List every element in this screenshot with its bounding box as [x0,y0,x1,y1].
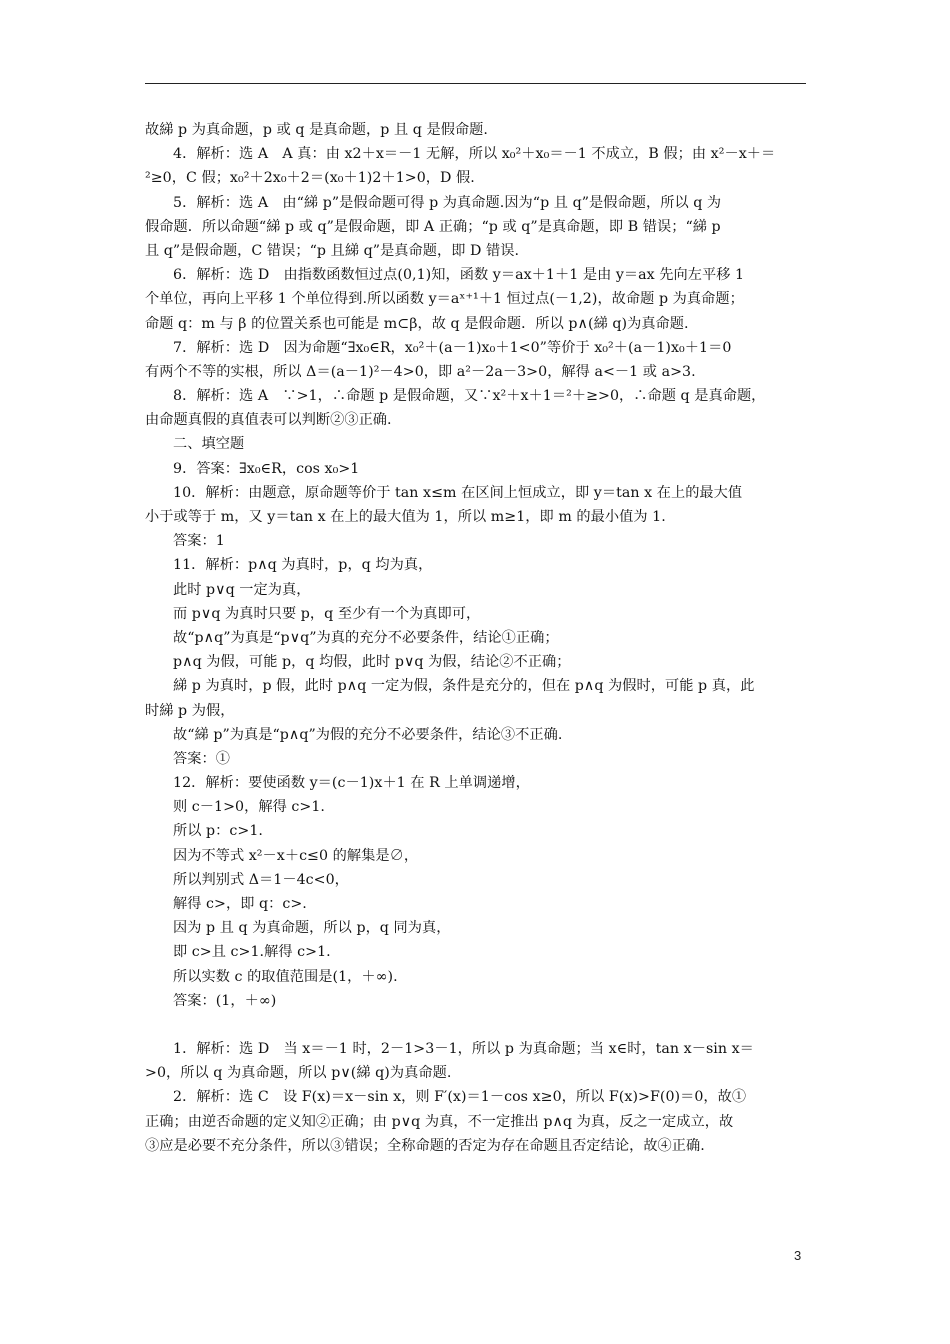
text-line: 6．解析：选 D 由指数函数恒过点(0,1)知，函数 y＝ax＋1＋1 是由 y＝ax 先向左平移 1 [173,267,745,284]
text-line: 故綈 p 为真命题，p 或 q 是真命题，p 且 q 是假命题. [145,122,488,138]
text-line: 故“綈 p”为真是“p∧q”为假的充分不必要条件，结论③不正确. [173,726,563,743]
text-line: 则 c－1>0，解得 c>1. [173,799,325,816]
text-line: ③应是必要不充分条件，所以③错误；全称命题的否定为存在命题且否定结论，故④正确. [145,1137,705,1154]
text-line: 4．解析：选 A A 真：由 x2＋x＝－1 无解，所以 x₀²＋x₀＝－1 不成立，B 假；由 x²－x＋＝ [173,146,776,163]
text-line: 7．解析：选 D 因为命题“∃x₀∈R，x₀²＋(a－1)x₀＋1<0”等价于 x₀²＋(a－1)x₀＋1＝0 [173,339,732,356]
header-rule [145,83,806,84]
text-line: 8．解析：选 A ∵>1，∴命题 p 是假命题，又∵x²＋x＋1＝²＋≥>0，∴命题 q 是真命题， [173,388,766,405]
text-line: 即 c>且 c>1.解得 c>1. [173,944,331,961]
text-line: 时綈 p 为假， [145,702,235,719]
text-line: 故“p∧q”为真是“p∨q”为真的充分不必要条件，结论①正确； [173,629,559,646]
text-line: 5．解析：选 A 由“綈 p”是假命题可得 p 为真命题.因为“p 且 q”是假命题，所以 q 为 [173,194,722,211]
text-line: ²≥0，C 假；x₀²＋2x₀＋2＝(x₀＋1)2＋1>0，D 假. [145,170,475,187]
text-line: 由命题真假的真值表可以判断②③正确. [145,412,392,429]
text-line: 个单位，再向上平移 1 个单位得到.所以函数 y＝aˣ⁺¹＋1 恒过点(－1,2)，故命题 p 为真命题； [145,291,744,308]
document-body [145,118,806,1158]
text-line: 解得 c>，即 q：c>. [173,896,307,912]
page-number: 3 [794,1248,802,1263]
text-line: 答案：① [173,750,230,767]
text-line: 假命题．所以命题“綈 p 或 q”是假命题，即 A 正确；“p 或 q”是真命题，即 B 错误；“綈 p [145,218,721,235]
text-line: >0，所以 q 为真命题，所以 p∨(綈 q)为真命题. [145,1065,452,1082]
text-line: 小于或等于 m，又 y＝tan x 在上的最大值为 1，所以 m≥1，即 m 的最小值为 1. [145,509,666,525]
text-line: 答案：(1，＋∞) [173,992,277,1009]
text-line: 11．解析：p∧q 为真时，p，q 均为真， [173,557,433,574]
text-line: 答案：1 [173,533,225,550]
text-line: 此时 p∨q 一定为真， [173,581,311,598]
paragraph-gap [145,1013,806,1037]
text-line: p∧q 为假，可能 p，q 均假，此时 p∨q 为假，结论②不正确； [173,654,571,671]
text-line: 所以实数 c 的取值范围是(1，＋∞). [173,968,398,985]
text-line: 1．解析：选 D 当 x＝－1 时，2－1>3－1，所以 p 为真命题；当 x∈时，tan x－sin x＝ [173,1040,754,1057]
text-line: 命题 q：m 与 β 的位置关系也可能是 m⊂β，故 q 是假命题．所以 p∧(綈 q)为真命题. [145,315,689,332]
text-line: 而 p∨q 为真时只要 p，q 至少有一个为真即可， [173,605,481,622]
text-line: 因为不等式 x²－x＋c≤0 的解集是∅， [173,847,419,864]
text-line: 12．解析：要使函数 y＝(c－1)x＋1 在 R 上单调递增， [173,775,530,792]
text-line: 10．解析：由题意，原命题等价于 tan x≤m 在区间上恒成立，即 y＝tan x 在上的最大值 [173,484,743,501]
text-line: 綈 p 为真时，p 假，此时 p∧q 一定为假，条件是充分的，但在 p∧q 为假时，可能 p 真，此 [173,678,755,695]
text-line: 正确；由逆否命题的定义知②正确；由 p∨q 为真，不一定推出 p∧q 为真，反之一定成立，故 [145,1113,734,1130]
text-line: 二、填空题 [173,436,245,453]
text-line: 2．解析：选 C 设 F(x)＝x－sin x，则 F′(x)＝1－cos x≥0，所以 F(x)>F(0)＝0，故① [173,1089,747,1106]
text-line: 因为 p 且 q 为真命题，所以 p，q 同为真， [173,920,451,937]
text-line: 所以判别式 Δ＝1－4c<0， [173,871,349,888]
text-line: 有两个不等的实根，所以 Δ＝(a－1)²－4>0，即 a²－2a－3>0，解得 a<－1 或 a>3. [145,363,696,380]
text-line: 且 q”是假命题，C 错误；“p 且綈 q”是真命题，即 D 错误. [145,242,520,259]
text-line: 所以 p：c>1. [173,823,263,840]
text-line: 9．答案：∃x₀∈R，cos x₀>1 [173,460,360,477]
